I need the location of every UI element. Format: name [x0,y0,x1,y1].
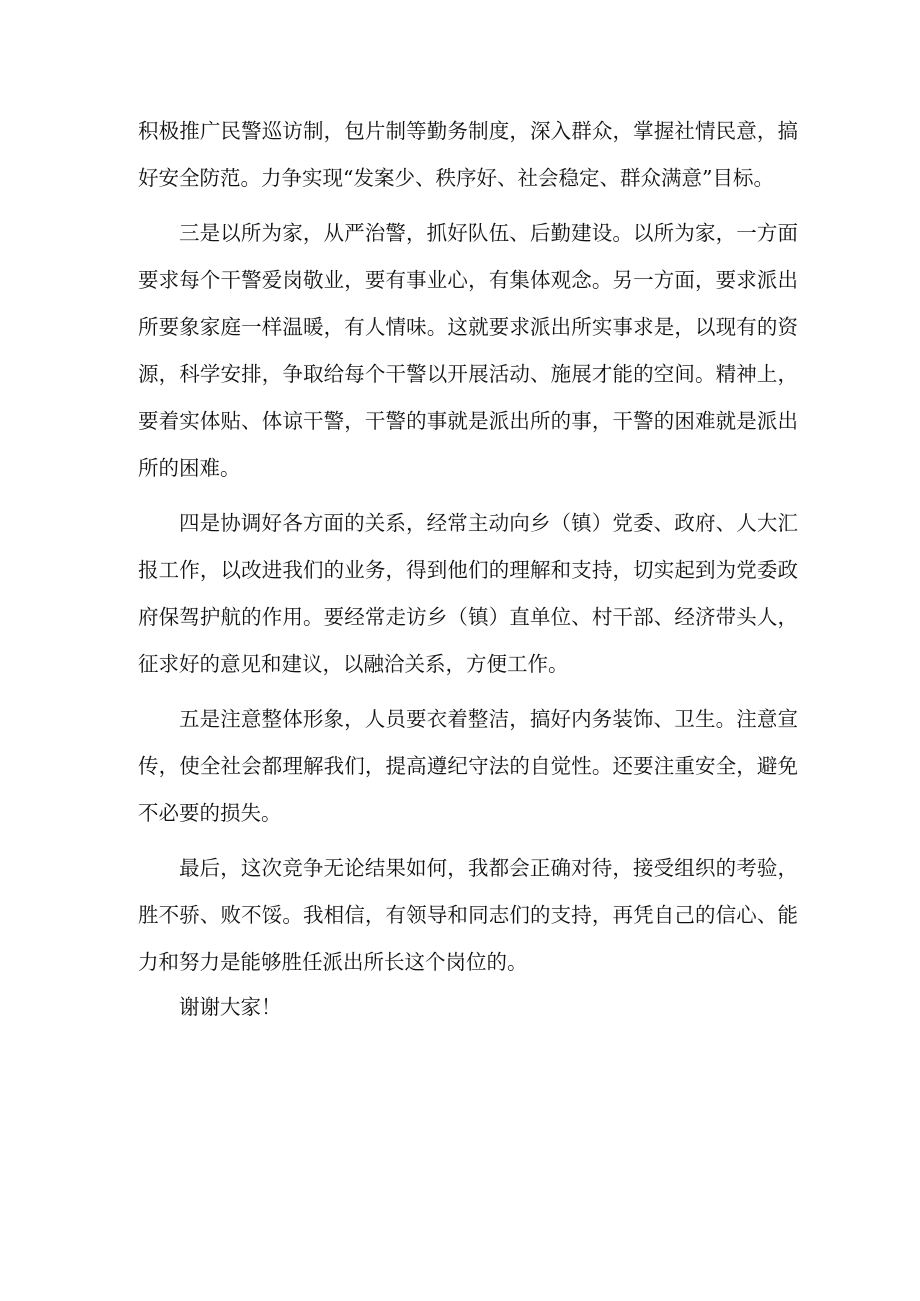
paragraph-point-five: 五是注意整体形象，人员要衣着整洁，搞好内务装饰、卫生。注意宣传，使全社会都理解我们，提高遵纪守法的自觉性。还要注重安全，避免不必要的损失。 [138,707,798,825]
document-body [138,108,798,1039]
paragraph-conclusion: 最后，这次竞争无论结果如何，我都会正确对待，接受组织的考验，胜不骄、败不馁。我相信，有领导和同志们的支持，再凭自己的信心、能力和努力是能够胜任派出所长这个岗位的。 [138,856,798,974]
closing-thanks: 谢谢大家！ [179,995,282,1019]
paragraph-point-four: 四是协调好各方面的关系，经常主动向乡（镇）党委、政府、人大汇报工作，以改进我们的业务，得到他们的理解和支持，切实起到为党委政府保驾护航的作用。要经常走访乡（镇）直单位、村干部、经济带头人，征求好的意见和建议，以融洽关系，方便工作。 [138,511,798,676]
paragraph-continued: 积极推广民警巡访制，包片制等勤务制度，深入群众，掌握社情民意，搞好安全防范。力争实现“发案少、秩序好、社会稳定、群众满意”目标。 [138,119,798,190]
paragraph-point-three: 三是以所为家，从严治警，抓好队伍、后勤建设。以所为家，一方面要求每个干警爱岗敬业，要有事业心，有集体观念。另一方面，要求派出所要象家庭一样温暖，有人情味。这就要求派出所实事求是，以现有的资源，科学安排，争取给每个干警以开展活动、施展才能的空间。精神上，要着实体贴、体谅干警，干警的事就是派出所的事，干警的困难就是派出所的困难。 [138,221,798,480]
